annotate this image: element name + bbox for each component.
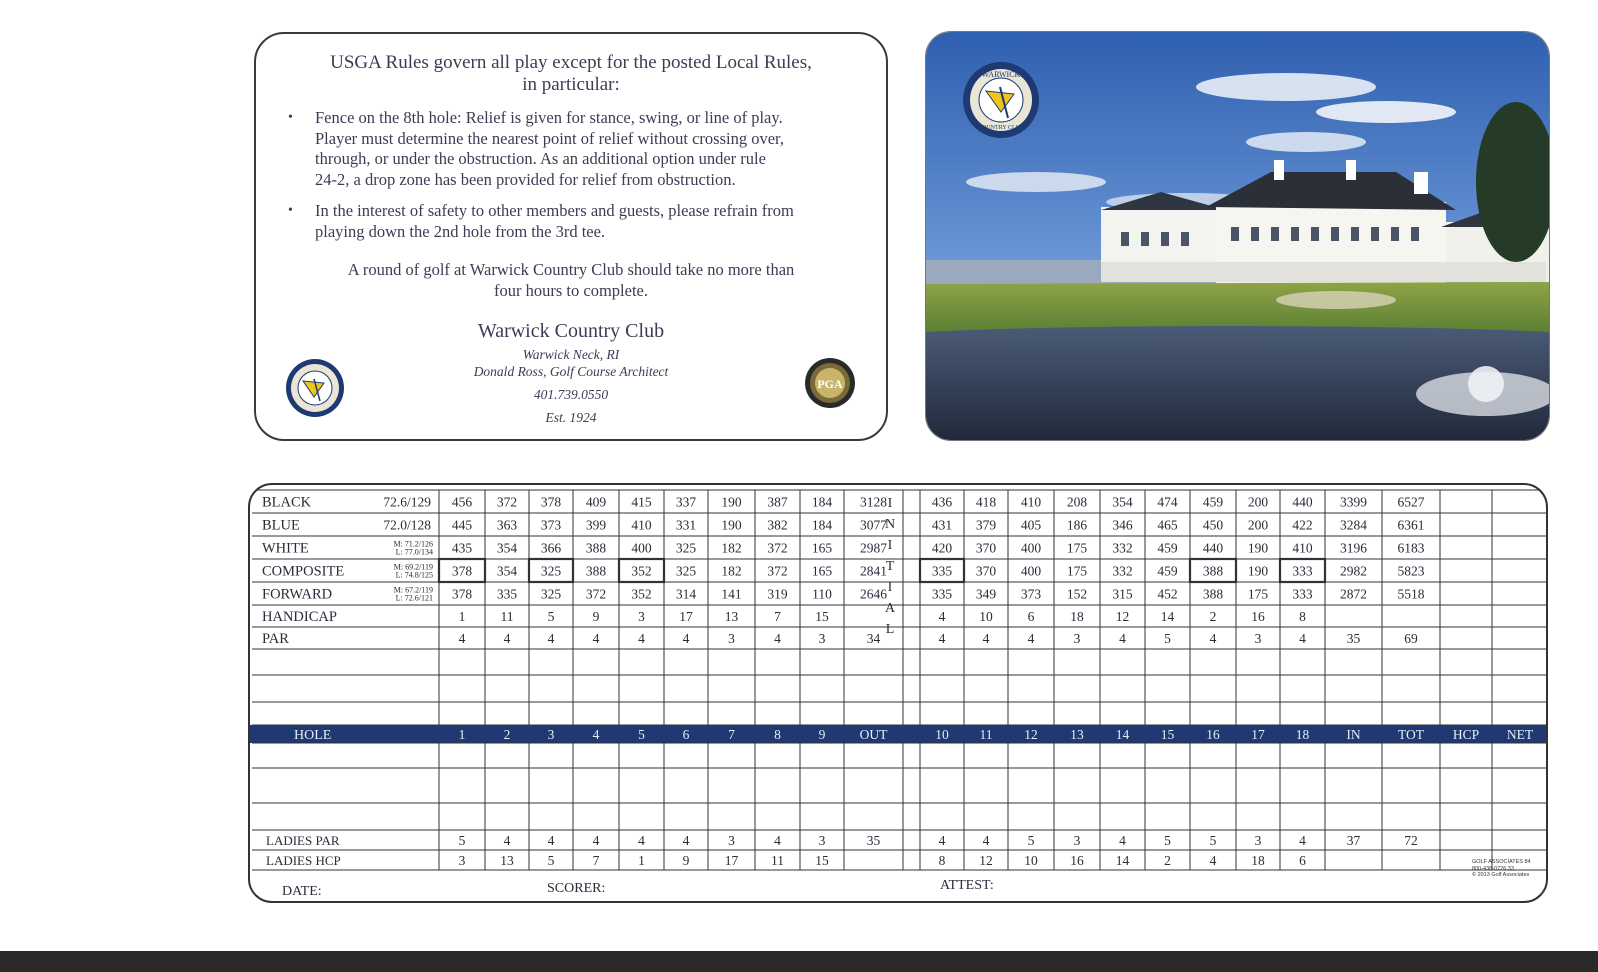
hole-number: 12 [1024,727,1038,742]
tee-rating-men: M: 69.2/119 [393,562,433,572]
ladies-cell: 4 [682,833,690,848]
hole-number: 16 [1206,727,1220,742]
cloud [1196,73,1376,101]
score-cell: 182 [721,540,742,556]
score-cell: 435 [451,540,473,556]
initial-letter: I [887,580,893,595]
score-cell: 440 [1202,540,1224,556]
score-cell: 4 [682,631,690,646]
score-cell: 190 [1247,563,1269,579]
ladies-cell: 5 [1164,833,1171,848]
hole-number: 11 [979,727,993,742]
score-cell: 370 [975,540,997,556]
clubhouse-photo [925,31,1550,441]
score-cell: 378 [451,586,473,602]
warwick-club-logo [963,62,1039,138]
bullet-icon: • [288,110,293,125]
score-cell: 4 [1119,631,1126,646]
hole-number: 15 [1160,727,1175,742]
hole-number: NET [1506,727,1534,742]
ladies-cell: 4 [774,833,781,848]
tee-row-label: BLUE [262,517,300,534]
hole-number: 9 [818,727,826,742]
score-cell: 6361 [1397,517,1425,533]
tee-rating-ladies: L: 72.6/121 [395,593,433,603]
local-rule-fence [280,108,866,190]
score-cell: 314 [675,586,697,602]
ladies-cell: 3 [1073,833,1081,848]
ladies-cell: 5 [1027,833,1035,848]
ladies-cell: 9 [682,853,690,868]
score-cell: 474 [1157,494,1178,510]
score-cell: 8 [1299,609,1306,624]
date-label: DATE: [282,884,322,899]
score-cell: 388 [1202,586,1224,602]
club-name: Warwick Country Club [477,320,665,342]
score-cell: 10 [979,609,993,624]
score-cell: 3284 [1340,517,1367,533]
tee-row-label: PAR [262,631,289,647]
score-cell: 315 [1112,586,1133,602]
score-cell: 354 [1112,494,1133,510]
ladies-cell: 3 [818,833,826,848]
bullet-icon: • [288,203,293,218]
score-cell: 2872 [1340,586,1367,602]
club-location: Warwick Neck, RI [522,347,620,362]
score-cell: 354 [496,563,518,579]
club-phone: 401.739.0550 [533,387,609,402]
score-cell: 465 [1157,517,1178,533]
score-cell: 373 [540,517,562,533]
score-cell: 3 [818,631,826,646]
score-cell: 4 [774,631,781,646]
ladies-row-label: LADIES HCP [266,853,341,868]
initial-letter: L [885,622,895,637]
ladies-cell: 4 [638,833,645,848]
ladies-cell: 10 [1024,853,1038,868]
score-cell: 11 [500,609,514,624]
ladies-cell: 4 [592,833,600,848]
score-cell: 331 [675,517,697,533]
ladies-cell: 5 [547,853,555,868]
hole-number: 2 [503,727,511,742]
score-cell: 366 [540,540,562,556]
ladies-cell: 37 [1346,833,1361,848]
score-cell: 141 [721,586,742,602]
score-cell: 346 [1112,517,1133,533]
score-cell: 2841 [860,563,887,579]
ladies-cell: 3 [458,853,466,868]
ladies-cell: 18 [1251,853,1265,868]
score-cell: 388 [1202,563,1224,579]
score-cell: 378 [451,563,473,579]
hole-number: 18 [1295,727,1310,742]
score-cell: 415 [631,494,652,510]
score-cell: 459 [1157,563,1178,579]
score-cell: 13 [724,609,739,624]
ladies-cell: 15 [815,853,829,868]
score-cell: 3077 [860,517,887,533]
ladies-cell: 1 [638,853,645,868]
tee-rating-ladies: L: 74.8/125 [395,570,433,580]
score-cell: 325 [675,540,697,556]
hole-number: 1 [458,727,466,742]
tee-row-label: BLACK [262,494,312,511]
score-cell: 335 [496,586,518,602]
ladies-cell: 4 [1209,853,1217,868]
ladies-row-label: LADIES PAR [266,833,340,848]
rule-1-line-4: 24-2, a drop zone has been provided for relief from obstruction. [315,169,736,189]
hole-number: 13 [1070,727,1084,742]
rule-2-line-2: playing down the 2nd hole from the 3rd tee. [315,221,606,241]
score-cell: 400 [631,540,652,556]
score-cell: 175 [1066,540,1088,556]
score-cell: 352 [631,563,652,579]
rules-heading [256,52,886,96]
score-cell: 335 [931,563,953,579]
ladies-cell: 14 [1115,853,1130,868]
ladies-cell: 4 [1119,833,1126,848]
pace-note-line-1: A round of golf at Warwick Country Club should take no more than [347,260,795,279]
score-cell: 332 [1112,563,1133,579]
printer-brand-stamp [1472,859,1538,883]
initial-letter: A [884,601,896,616]
score-cell: 4 [938,609,946,624]
ladies-cell: 12 [979,853,993,868]
score-cell: 400 [1020,563,1042,579]
ladies-cell: 6 [1299,853,1306,868]
initial-letter: I [887,538,893,553]
initial-letter: I [887,496,893,511]
score-cell: 431 [931,517,953,533]
brand-line-3: © 2013 Golf Associates [1472,872,1530,878]
score-cell: 332 [1112,540,1133,556]
score-cell: 3 [1073,631,1081,646]
score-cell: 450 [1202,517,1224,533]
score-cell: 387 [767,494,788,510]
score-cell: 3 [728,631,735,646]
score-cell: 388 [585,540,607,556]
score-cell: 16 [1251,609,1265,624]
score-cell: 372 [767,540,788,556]
score-cell: 4 [503,631,511,646]
score-cell: 325 [540,563,562,579]
score-cell: 4 [547,631,555,646]
score-cell: 422 [1292,517,1313,533]
score-cell: 3 [1254,631,1262,646]
score-cell: 325 [675,563,697,579]
score-cell: 382 [767,517,788,533]
score-cell: 190 [721,494,742,510]
score-cell: 420 [931,540,953,556]
score-cell: 4 [638,631,645,646]
score-cell: 35 [1346,631,1361,646]
score-cell: 165 [811,563,833,579]
hole-number: 4 [592,727,600,742]
score-cell: 372 [767,563,788,579]
score-cell: 373 [1020,586,1042,602]
hole-label: HOLE [294,728,332,743]
tee-rating: 72.0/128 [383,517,431,533]
hole-number: 3 [547,727,555,742]
ladies-cell: 7 [592,853,600,868]
ladies-cell: 17 [724,853,739,868]
score-cell: 363 [496,517,518,533]
hole-number: 8 [774,727,781,742]
score-cell: 3 [638,609,645,624]
score-cell: 319 [767,586,788,602]
score-cell: 200 [1247,517,1269,533]
score-cell: 4 [1027,631,1035,646]
score-cell: 6183 [1397,540,1425,556]
tee-row-label: COMPOSITE [262,563,345,580]
score-cell: 388 [585,563,607,579]
logo-text-bottom: COUNTRY CLUB [978,125,1024,131]
rule-2-line-1: In the interest of safety to other members and guests, please refrain from [315,201,794,220]
score-cell: 2 [1209,609,1217,624]
score-cell: 110 [812,586,832,602]
score-cell: 3128 [860,494,887,510]
ladies-cell: 8 [938,853,946,868]
ladies-cell: 3 [728,833,735,848]
score-cell: 436 [931,494,953,510]
pace-note-line-2: four hours to complete. [494,281,648,300]
hole-number: 6 [682,727,690,742]
score-cell: 152 [1066,586,1088,602]
ladies-cell: 5 [458,833,466,848]
score-cell: 186 [1066,517,1088,533]
score-cell: 5 [547,609,555,624]
score-cell: 410 [1020,494,1042,510]
score-cell: 459 [1157,540,1178,556]
hole-number: IN [1346,727,1361,742]
ladies-cell: 4 [982,833,990,848]
score-cell: 378 [540,494,562,510]
score-cell: 69 [1404,631,1418,646]
score-cell: 5823 [1397,563,1425,579]
ladies-cell: 5 [1209,833,1217,848]
score-cell: 372 [496,494,518,510]
score-cell: 3196 [1340,540,1367,556]
rules-heading-line-1: USGA Rules govern all play except for the posted Local Rules, [330,52,812,73]
score-cell: 456 [451,494,473,510]
score-cell: 352 [631,586,652,602]
cloud [1246,132,1366,152]
tee-row-label: HANDICAP [262,609,337,625]
score-cell: 5 [1164,631,1171,646]
ladies-cell: 13 [500,853,514,868]
hole-number: 7 [728,727,735,742]
brand-line-1: GOLF ASSOCIATES 84 [1472,859,1531,865]
initial-letter: T [885,559,895,574]
score-cell: 3399 [1340,494,1367,510]
score-cell: 379 [975,517,997,533]
hole-number: 14 [1115,727,1130,742]
hole-number: TOT [1398,727,1424,742]
attest-label: ATTEST: [940,878,994,893]
score-cell: 12 [1115,609,1130,624]
cloud [966,172,1106,192]
score-cell: 440 [1292,494,1313,510]
score-cell: 4 [938,631,946,646]
score-cell: 4 [1209,631,1217,646]
pga-logo-text: PGA [817,377,843,391]
score-cell: 370 [975,563,997,579]
hole-number: OUT [859,727,888,742]
score-cell: 6527 [1397,494,1425,510]
ladies-cell: 3 [1254,833,1262,848]
clubhouse-photo-illustration [926,32,1550,441]
score-cell: 333 [1292,563,1313,579]
ladies-cell: 72 [1404,833,1418,848]
score-cell: 190 [721,517,742,533]
tee-rating-ladies: L: 77.0/134 [395,547,433,557]
score-cell: 34 [866,631,881,646]
score-cell: 182 [721,563,742,579]
score-cell: 418 [975,494,997,510]
scorecard [248,483,1548,903]
local-rules-list [280,108,866,253]
score-cell: 7 [774,609,781,624]
rule-1-line-2: Player must determine the nearest point of relief without crossing over, [315,128,785,148]
score-cell: 18 [1070,609,1084,624]
score-cell: 17 [679,609,693,624]
score-cell: 400 [1020,540,1042,556]
rules-heading-line-2: in particular: [522,74,620,95]
ladies-cell: 4 [547,833,555,848]
score-cell: 184 [811,494,833,510]
hole-number: 10 [935,727,949,742]
score-cell: 175 [1247,586,1269,602]
score-cell: 333 [1292,586,1313,602]
scorer-label: SCORER: [547,881,606,896]
club-established: Est. 1924 [545,410,597,425]
tee-row-label: WHITE [262,540,309,557]
score-cell: 325 [540,586,562,602]
cloud [1316,101,1456,123]
score-cell: 175 [1066,563,1088,579]
club-architect: Donald Ross, Golf Course Architect [473,364,669,379]
ladies-cell: 2 [1164,853,1171,868]
score-cell: 190 [1247,540,1269,556]
score-cell: 165 [811,540,833,556]
ladies-cell: 35 [866,833,881,848]
score-cell: 208 [1066,494,1088,510]
rule-1-line-1: Fence on the 8th hole: Relief is given for stance, swing, or line of play. [315,108,783,127]
rules-card [254,32,888,441]
scorecard-grid [250,485,1548,903]
score-cell: 4 [982,631,990,646]
pga-logo [804,357,856,409]
warwick-club-logo [284,357,346,419]
sand-bunker [1276,291,1396,309]
logo-text-top: WARWICK [981,70,1021,79]
local-rule-safety [280,201,866,242]
score-cell: 1 [458,609,466,624]
rule-1-line-3: through, or under the obstruction. As an additional option under rule [315,149,766,168]
score-cell: 4 [592,631,600,646]
page-bottom-edge [0,951,1598,972]
hole-number: 5 [638,727,645,742]
brand-line-2: 800-438-0726 33 [1472,865,1514,872]
score-cell: 399 [585,517,607,533]
hole-number: 17 [1251,727,1265,742]
score-cell: 354 [496,540,518,556]
hole-number: HCP [1452,727,1480,742]
score-cell: 5518 [1397,586,1425,602]
ladies-cell: 4 [1299,833,1306,848]
ladies-cell: 11 [771,853,784,868]
tee-rating-men: M: 67.2/119 [393,585,433,595]
score-cell: 6 [1027,609,1035,624]
score-cell: 409 [585,494,607,510]
fountain-spray [1468,366,1504,402]
ladies-cell: 16 [1070,853,1084,868]
score-cell: 14 [1160,609,1175,624]
score-cell: 2646 [860,586,887,602]
score-cell: 405 [1020,517,1042,533]
score-cell: 410 [1292,540,1313,556]
ladies-cell: 4 [938,833,946,848]
score-cell: 459 [1202,494,1224,510]
score-cell: 349 [975,586,997,602]
pace-of-play-note [256,259,886,301]
tee-rating: 72.6/129 [383,494,431,510]
score-cell: 15 [815,609,829,624]
score-cell: 452 [1157,586,1178,602]
score-cell: 372 [585,586,607,602]
score-cell: 410 [631,517,652,533]
score-cell: 200 [1247,494,1269,510]
score-cell: 2982 [1340,563,1367,579]
score-cell: 335 [931,586,953,602]
ladies-cell: 4 [503,833,511,848]
score-cell: 337 [675,494,697,510]
tee-rating-men: M: 71.2/126 [393,539,433,549]
initial-letter: N [884,517,896,532]
tee-row-label: FORWARD [262,586,333,603]
score-cell: 4 [1299,631,1306,646]
score-cell: 4 [458,631,466,646]
score-cell: 2987 [860,540,887,556]
score-cell: 9 [592,609,600,624]
score-cell: 445 [451,517,473,533]
score-cell: 184 [811,517,833,533]
